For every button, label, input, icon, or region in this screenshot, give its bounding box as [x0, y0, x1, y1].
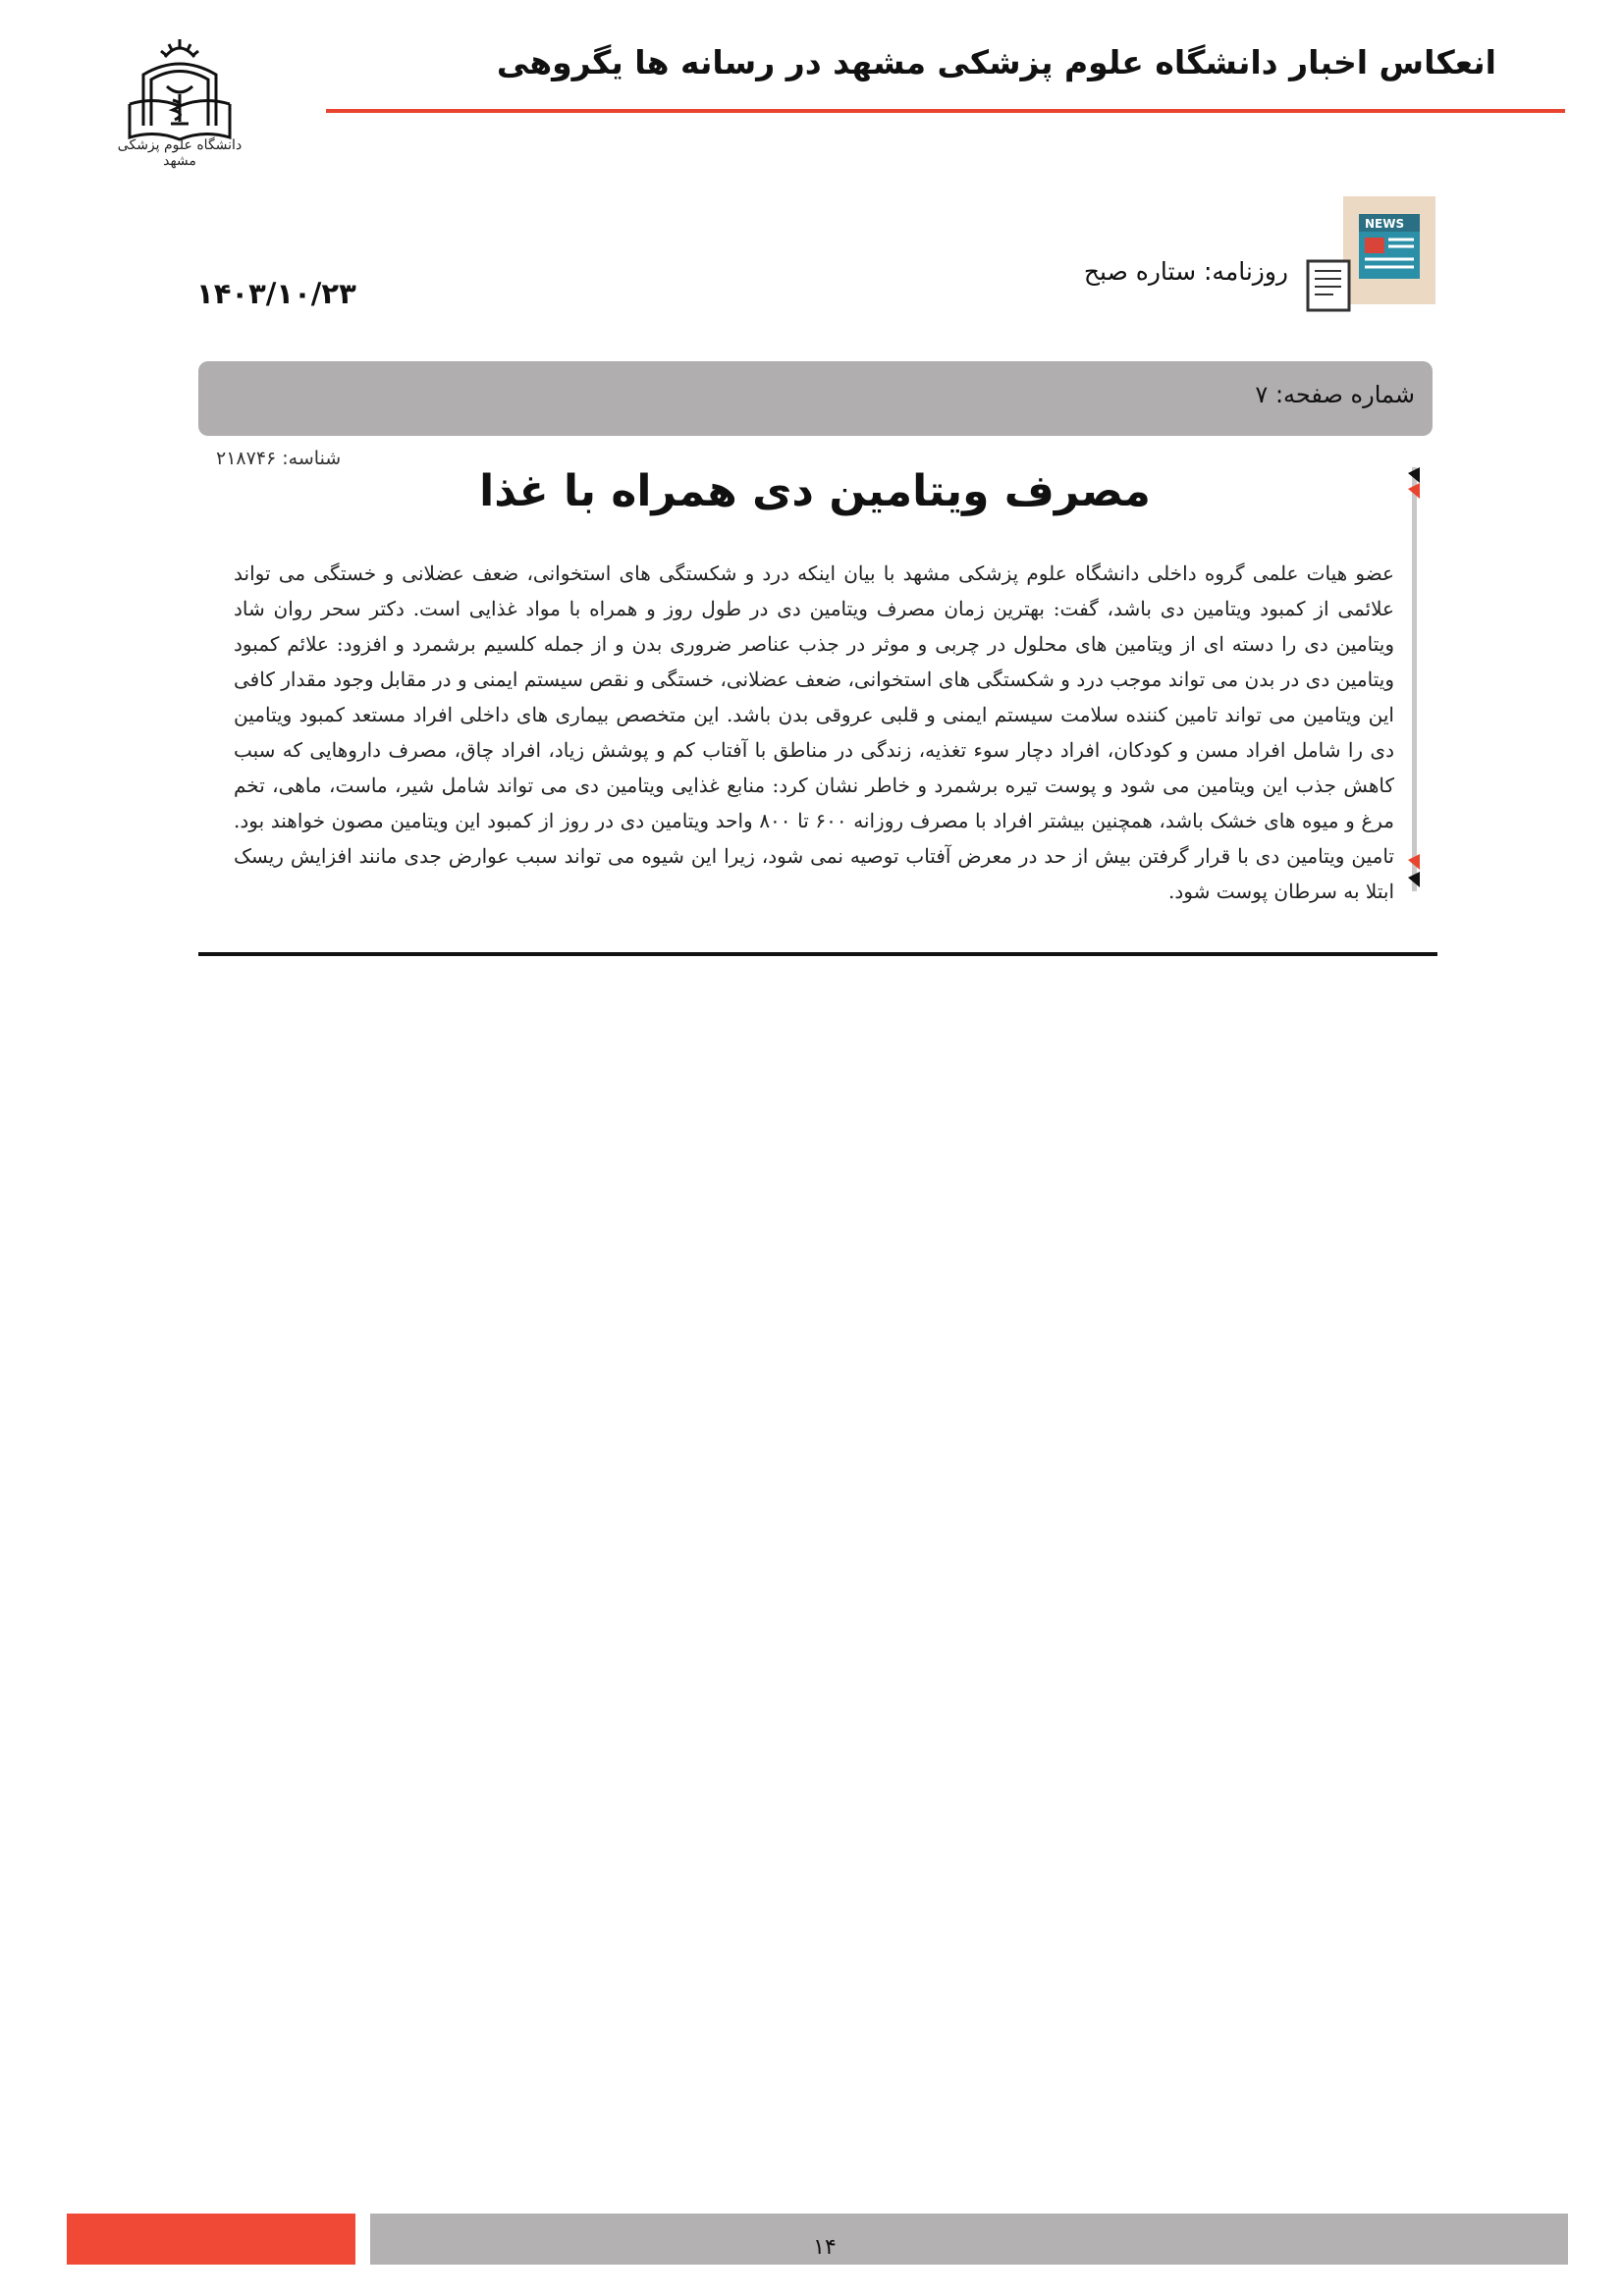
- article-bottom-divider: [198, 952, 1437, 956]
- page-number-bar: [198, 361, 1433, 436]
- footer-bar: [370, 2214, 1568, 2265]
- svg-text:NEWS: NEWS: [1365, 217, 1405, 231]
- logo-caption: دانشگاه علوم پزشکی مشهد: [117, 137, 243, 169]
- footer-accent-bar: [67, 2214, 355, 2265]
- header-divider: [326, 109, 1565, 113]
- footer-page-number: ۱۴: [813, 2235, 837, 2260]
- publish-date: ۱۴۰۳/۱۰/۲۳: [196, 277, 356, 310]
- newspaper-icon: [1306, 196, 1435, 312]
- page-header-title: انعکاس اخبار دانشگاه علوم پزشکی مشهد در رسانه ها یگروهی: [496, 43, 1496, 81]
- page-number-label: شماره صفحه: ۷: [1255, 381, 1415, 408]
- article-body: عضو هیات علمی گروه داخلی دانشگاه علوم پزشکی مشهد با بیان اینکه درد و شکستگی های استخوانی، ضعف عضلانی و خستگی می تواند علائمی از کمبود ویتامین دی باشد، گفت: بهترین زمان مصرف ویتامین دی در طول روز و همراه با مواد غذایی است. دکتر سحر روان شاد ویتامین دی را دسته ای از ویتامین های محلول در چربی و موثر در جذب عناصر ضروری بدن و از جمله کلسیم برشمرد و افزود: علائم کمبود ویتامین دی در بدن می تواند موجب درد و شکستگی های استخوانی، ضعف عضلانی، خستگی و نقص سیستم ایمنی و در مقابل وجود مقدار کافی این ویتامین می تواند تامین کننده سلامت سیستم ایمنی و قلبی عروقی بدن باشد. این متخصص بیماری های داخلی افراد مستعد کمبود ویتامین دی را شامل افراد مسن و کودکان، افراد دچار سوء تغذیه، زندگی در مناطق با آفتاب کم و پوشش زیاد، افراد چاق، مصرف داروهایی که سبب کاهش جذب این ویتامین می شود و پوست تیره برشمرد و خاطر نشان کرد: منابع غذایی ویتامین دی می تواند شامل شیر، ماست، ماهی، تخم مرغ و میوه های خشک باشد، همچنین بیشتر افراد با مصرف روزانه ۶۰۰ تا ۸۰۰ واحد ویتامین دی در روز از کمبود این ویتامین مصون خواهند بود. تامین ویتامین دی با قرار گرفتن بیش از حد در معرض آفتاب توصیه نمی شود، زیرا این شیوه می تواند سبب عوارض جدی مانند افزایش ریسک ابتلا به سرطان پوست شود.: [234, 561, 1395, 903]
- article-title: مصرف ویتامین دی همراه با غذا: [479, 466, 1151, 516]
- article-id: شناسه: ۲۱۸۷۴۶: [216, 448, 342, 469]
- newspaper-name: روزنامه: ستاره صبح: [1083, 257, 1288, 286]
- clip-edge-marker: [1408, 467, 1420, 891]
